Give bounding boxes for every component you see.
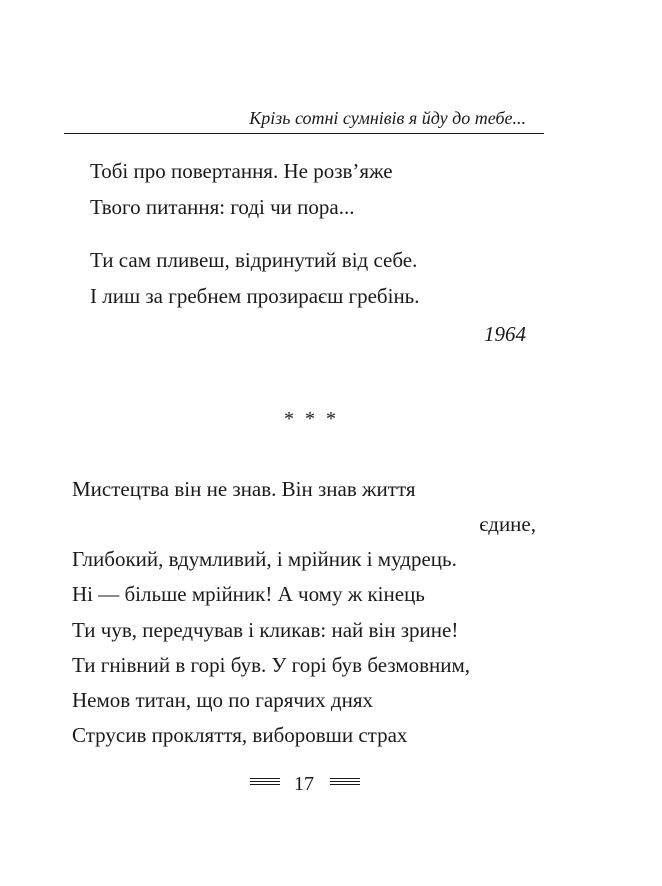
verse-line: Ти чув, передчував і кликав: най він зрине! [72,618,459,642]
verse-line: Мистецтва він не знав. Він знав життя [72,477,416,501]
running-head: Крізь сотні сумнівів я йду до тебе... [249,108,526,128]
verse-line: Тобі про повертання. Не розв’яже [90,159,393,183]
verse-line: Струсив прокляття, виборовши страх [72,723,408,747]
verse-line: Глибокий, вдумливий, і мрійник і мудрець. [72,547,457,571]
verse-line: Ні — більше мрійник! А чому ж кінець [72,582,425,606]
page-footer [246,772,362,796]
verse-line: І лиш за гребнем прозираєш гребінь. [90,284,420,308]
section-separator: * * * [284,408,339,430]
verse-line: Ти гнівний в горі був. У горі був безмовним, [72,653,471,677]
ornament-right [330,778,360,790]
header-rule [64,133,544,134]
verse-line-continuation: єдине, [479,512,536,536]
page-number: 17 [294,773,314,795]
verse-line: Ти сам пливеш, відринутий від себе. [90,248,418,272]
verse-line: Немов титан, що по гарячих днях [72,688,373,712]
verse-line: Твого питання: годі чи пора... [90,195,355,219]
poem-date: 1964 [484,322,526,346]
ornament-left [250,778,280,790]
